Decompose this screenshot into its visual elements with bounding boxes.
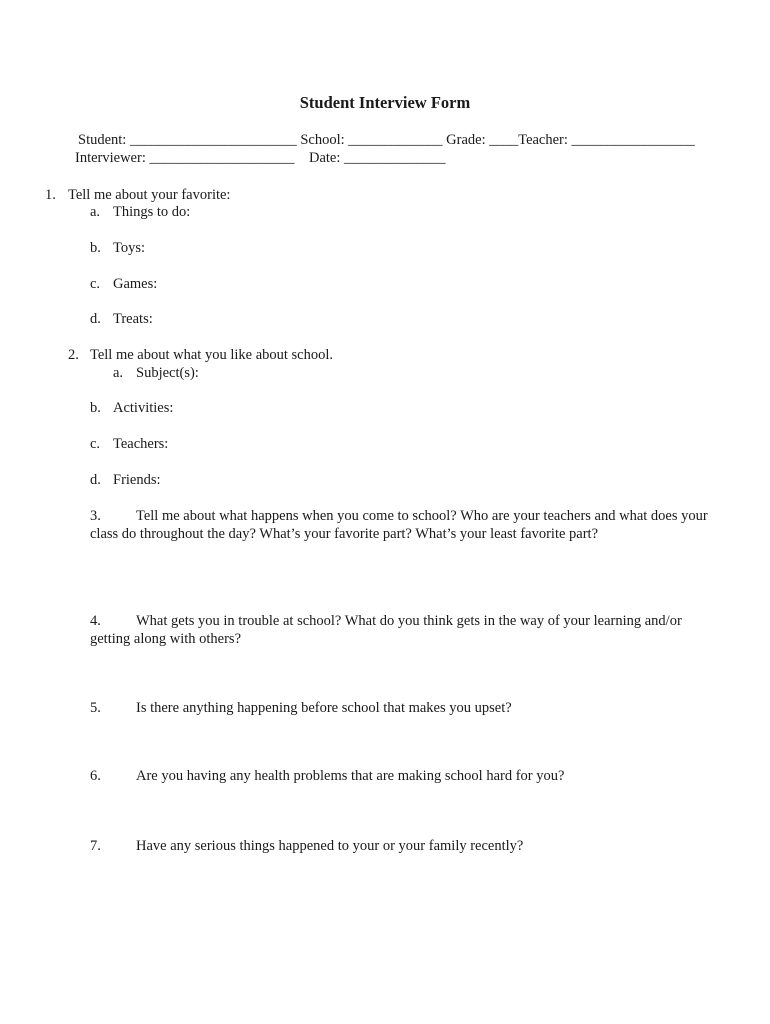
question-1-item-d-text: Treats:	[113, 311, 153, 327]
question-2-item-d-letter: d.	[90, 472, 101, 488]
question-1-item-c-text: Games:	[113, 276, 158, 292]
question-4-line-2: getting along with others?	[90, 631, 242, 647]
question-7-text: Have any serious things happened to your or your family recently?	[136, 838, 524, 854]
question-2-item-b-text: Activities:	[113, 400, 174, 416]
question-2-item-d-text: Friends:	[113, 472, 161, 488]
question-4-number: 4.	[90, 613, 101, 629]
question-5-text: Is there anything happening before school that makes you upset?	[136, 700, 512, 716]
question-2-text: Tell me about what you like about school.	[90, 347, 334, 363]
question-5-number: 5.	[90, 700, 101, 716]
question-2-number: 2.	[68, 347, 79, 363]
question-1-item-a-letter: a.	[90, 204, 101, 220]
question-2-item-a-text: Subject(s):	[136, 365, 199, 381]
question-1-item-b-text: Toys:	[113, 240, 146, 256]
question-3-line-1: Tell me about what happens when you come to school? Who are your teachers and what does your	[136, 508, 708, 524]
question-3-number: 3.	[90, 508, 101, 524]
question-7-number: 7.	[90, 838, 101, 854]
question-2-item-c-letter: c.	[90, 436, 101, 452]
question-1-item-d-letter: d.	[90, 311, 101, 327]
question-3-line-2: class do throughout the day? What’s your favorite part? What’s your least favorite part?	[90, 526, 599, 542]
header-line-student-school-grade-teacher: Student: _______________________ School: _____________ Grade: ____Teacher: _________________	[78, 132, 695, 148]
question-1-item-a-text: Things to do:	[113, 204, 191, 220]
header-line-interviewer-date: Interviewer: ____________________ Date: ______________	[75, 150, 446, 166]
question-6-text: Are you having any health problems that are making school hard for you?	[136, 768, 565, 784]
question-2-item-a-letter: a.	[113, 365, 124, 381]
question-1-item-b-letter: b.	[90, 240, 101, 256]
question-1-number: 1.	[45, 187, 56, 203]
question-2-item-c-text: Teachers:	[113, 436, 169, 452]
question-1-item-c-letter: c.	[90, 276, 101, 292]
question-1-text: Tell me about your favorite:	[68, 187, 231, 203]
question-4-line-1: What gets you in trouble at school? What do you think gets in the way of your learning and/or	[136, 613, 682, 629]
question-6-number: 6.	[90, 768, 101, 784]
question-2-item-b-letter: b.	[90, 400, 101, 416]
form-title: Student Interview Form	[299, 93, 471, 112]
